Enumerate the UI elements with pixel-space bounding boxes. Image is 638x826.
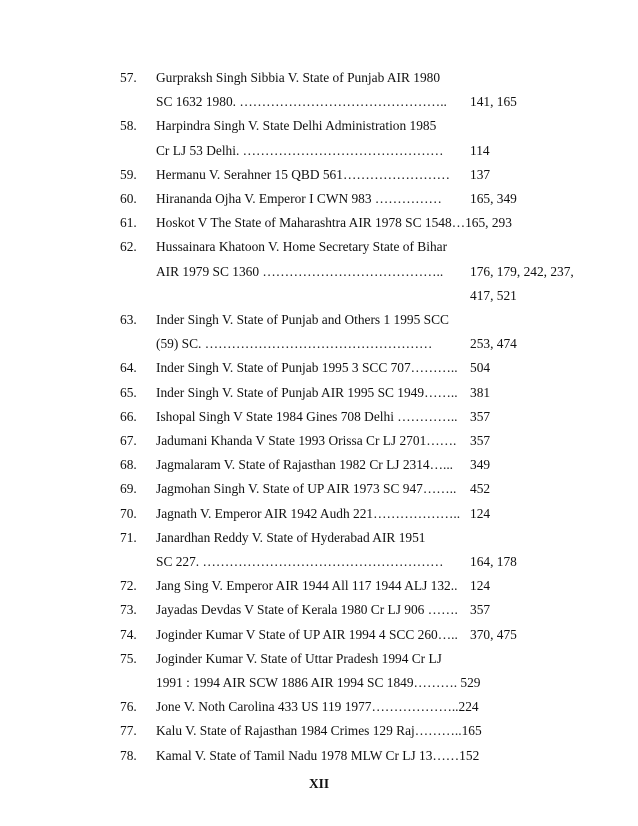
entry-number: 62.	[120, 239, 137, 255]
page-references: 357	[470, 408, 491, 424]
entry-number: 68.	[120, 457, 137, 473]
case-citation: Ishopal Singh V State 1984 Gines 708 Delhi …………..	[156, 408, 458, 424]
case-citation: (59) SC. ……………………………………………	[156, 336, 433, 352]
case-citation: Jagmalaram V. State of Rajasthan 1982 Cr LJ 2314…...	[156, 457, 454, 473]
entry-number: 78.	[120, 747, 137, 763]
entry-number: 59.	[120, 166, 137, 182]
case-citation: Hermanu V. Serahner 15 QBD 561……………………	[156, 166, 451, 182]
case-citation: Jagmohan Singh V. State of UP AIR 1973 SC 947……..	[156, 481, 457, 497]
case-citation: Jang Sing V. Emperor AIR 1944 All 117 1944 ALJ 132..	[156, 578, 458, 594]
case-citation: AIR 1979 SC 1360 …………………………………..	[156, 263, 444, 279]
entry-number: 71.	[120, 529, 137, 545]
page-references: 165, 349	[470, 191, 517, 206]
entry-number: 77.	[120, 723, 137, 739]
case-citation: Joginder Kumar V. State of Uttar Pradesh 1994 Cr LJ	[156, 650, 442, 666]
page-references: 124	[470, 578, 491, 594]
entry-number: 70.	[120, 505, 137, 521]
entry-number: 66.	[120, 408, 137, 424]
case-citation: Hoskot V The State of Maharashtra AIR 1978 SC 1548…165, 293	[156, 215, 512, 231]
case-citation: Inder Singh V. State of Punjab 1995 3 SCC 707………..	[156, 360, 458, 376]
page-references: 370, 475	[470, 626, 517, 642]
page-number: XII	[308, 776, 330, 791]
case-citation: Jadumani Khanda V State 1993 Orissa Cr LJ 2701…….	[156, 433, 457, 448]
entry-number: 75.	[120, 650, 137, 666]
case-citation: Kalu V. State of Rajasthan 1984 Crimes 129 Raj………..165	[156, 723, 482, 739]
case-citation: Gurpraksh Singh Sibbia V. State of Punjab AIR 1980	[156, 70, 441, 85]
entry-number: 69.	[120, 481, 137, 497]
case-citation: Harpindra Singh V. State Delhi Administration 1985	[156, 118, 437, 134]
entry-number: 72.	[120, 578, 137, 594]
case-citation: Kamal V. State of Tamil Nadu 1978 MLW Cr LJ 13……152	[156, 747, 480, 763]
case-citation: SC 1632 1980. ………………………………………..	[156, 94, 447, 110]
case-citation: Joginder Kumar V State of UP AIR 1994 4 SCC 260…..	[156, 626, 458, 642]
entry-number: 73.	[120, 602, 137, 618]
page-references: 124	[470, 505, 491, 521]
entry-number: 67.	[120, 433, 137, 448]
case-citation: Hussainara Khatoon V. Home Secretary State of Bihar	[156, 239, 448, 255]
page-references: 357	[470, 433, 491, 448]
case-citation: Jayadas Devdas V State of Kerala 1980 Cr LJ 906 …….	[156, 602, 458, 618]
page-references: 357	[470, 602, 491, 618]
entry-number: 57.	[120, 70, 137, 85]
page-references: 452	[470, 481, 491, 497]
case-citation: 1991 : 1994 AIR SCW 1886 AIR 1994 SC 1849………. 529	[156, 675, 481, 690]
page-references: 176, 179, 242, 237,	[470, 263, 574, 279]
page-references: 253, 474	[470, 336, 517, 352]
entry-number: 63.	[120, 312, 137, 327]
case-citation: Janardhan Reddy V. State of Hyderabad AIR 1951	[156, 529, 426, 545]
entry-number: 65.	[120, 384, 137, 400]
entry-number: 58.	[120, 118, 137, 134]
entry-number: 60.	[120, 191, 137, 206]
case-citation: Jone V. Noth Carolina 433 US 119 1977………………..224	[156, 699, 479, 715]
page-references: 381	[470, 384, 491, 400]
page-references: 417, 521	[470, 287, 517, 303]
page-references: 137	[470, 166, 491, 182]
entry-number: 76.	[120, 699, 137, 715]
entry-number: 74.	[120, 626, 137, 642]
case-citation: SC 227. ………………………………………………	[156, 554, 444, 569]
case-citation: Cr LJ 53 Delhi. ………………………………………	[156, 142, 444, 158]
case-citation: Jagnath V. Emperor AIR 1942 Audh 221………………..	[156, 505, 461, 521]
entry-number: 64.	[120, 360, 137, 376]
case-citation: Inder Singh V. State of Punjab AIR 1995 SC 1949……..	[156, 384, 458, 400]
page-references: 504	[470, 360, 491, 376]
entry-number: 61.	[120, 215, 137, 231]
page-references: 349	[470, 457, 491, 473]
case-citation: Hirananda Ojha V. Emperor I CWN 983 ……………	[156, 191, 442, 206]
case-citation: Inder Singh V. State of Punjab and Others 1 1995 SCC	[156, 312, 449, 327]
page-references: 164, 178	[470, 554, 517, 569]
page-references: 141, 165	[470, 94, 517, 110]
page-references: 114	[470, 142, 490, 158]
